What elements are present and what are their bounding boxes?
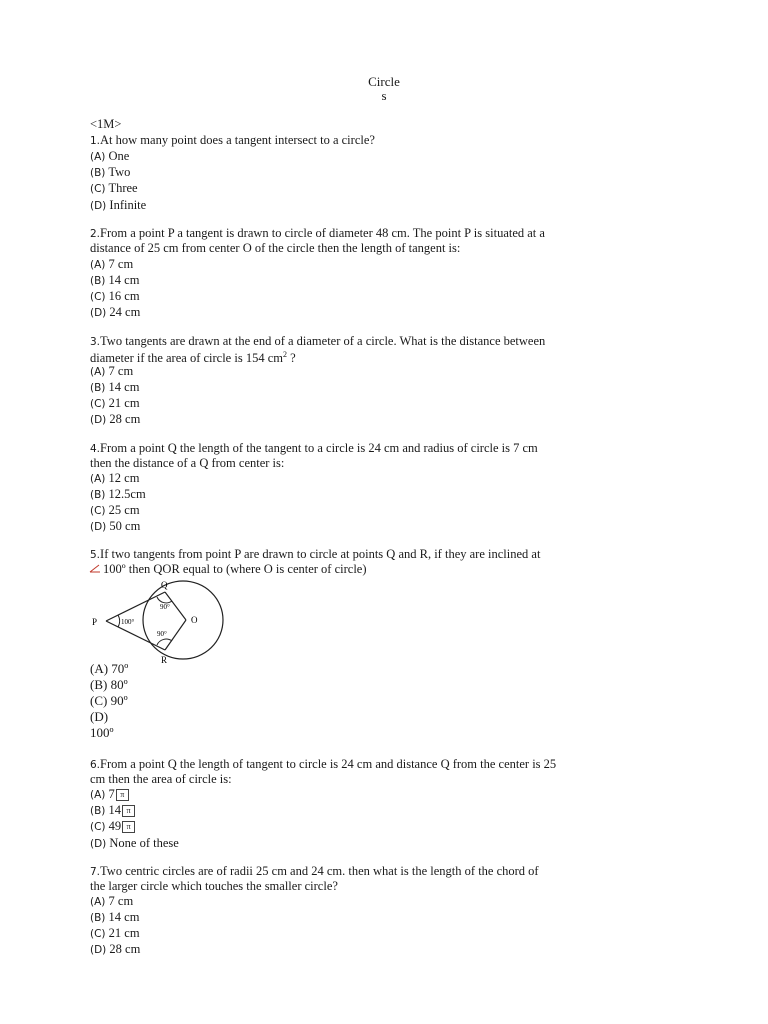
option-5b: (B) 80º (90, 677, 128, 692)
option-1b: (B) Two (90, 165, 131, 179)
option-1a: (A) One (90, 149, 130, 163)
option-1d: (D) Infinite (90, 198, 147, 212)
marks-label: <1M> (90, 117, 122, 131)
option-6d: (D) None of these (90, 836, 179, 850)
question-3: 3.Two tangents are drawn at the end of a diameter of a circle. What is the distance between (90, 334, 546, 348)
option-2c: (C) 16 cm (90, 289, 140, 303)
option-7a: (A) 7 cm (90, 894, 134, 908)
option-5c: (C) 90º (90, 693, 128, 708)
option-4b: (B) 12.5cm (90, 487, 146, 501)
option-4a: (A) 12 cm (90, 471, 140, 485)
page-title: Circle (368, 74, 400, 89)
option-3a: (A) 7 cm (90, 364, 134, 378)
question-2: 2.From a point P a tangent is drawn to circle of diameter 48 cm. The point P is situated at a (90, 226, 545, 240)
option-1c: (C) Three (90, 181, 138, 195)
option-4c: (C) 25 cm (90, 503, 140, 517)
pi-symbol-icon: π (116, 789, 129, 801)
question-7-line-2: the larger circle which touches the smaller circle? (90, 879, 338, 893)
question-3-line-2: diameter if the area of circle is 154 $cm^2$ ? (90, 350, 296, 366)
pi-symbol-icon: π (122, 805, 135, 817)
pi-symbol-icon: π (122, 821, 135, 833)
option-6a: (A) 7 π (90, 786, 129, 803)
figure-label-r: R (161, 655, 168, 665)
figure-angle-r: 90° (157, 630, 167, 638)
option-7d: (D) 28 cm (90, 942, 141, 956)
question-5-line-2: 100º then QOR equal to (where O is center of circle) (103, 562, 367, 576)
option-7c: (C) 21 cm (90, 926, 140, 940)
option-5d-value: 100º (90, 725, 114, 740)
option-6b: (B) 14 π (90, 802, 135, 819)
option-2d: (D) 24 cm (90, 305, 141, 319)
option-2b: (B) 14 cm (90, 273, 140, 287)
figure-label-p: P (92, 617, 98, 627)
option-5a: (A) 70º (90, 661, 129, 676)
option-3c: (C) 21 cm (90, 396, 140, 410)
angle-icon (89, 563, 101, 573)
option-4d: (D) 50 cm (90, 519, 141, 533)
figure-label-q: Q (161, 580, 168, 590)
option-3b: (B) 14 cm (90, 380, 140, 394)
option-6c: (C) 49 π (90, 818, 135, 835)
figure-angle-p: 100° (121, 618, 135, 626)
figure-angle-q: 90° (160, 603, 170, 611)
figure-label-o: O (191, 615, 198, 625)
question-6-line-2: cm then the area of circle is: (90, 772, 232, 786)
question-2-line-2: distance of 25 cm from center O of the circle then the length of tangent is: (90, 241, 461, 255)
question-7: 7.Two centric circles are of radii 25 cm and 24 cm. then what is the length of the chord of (90, 864, 539, 878)
option-7b: (B) 14 cm (90, 910, 140, 924)
page-title-continuation: s (381, 88, 387, 103)
question-6: 6.From a point Q the length of tangent to circle is 24 cm and distance Q from the center is 25 (90, 757, 557, 771)
tangent-circle-figure (90, 577, 230, 667)
question-1: 1.At how many point does a tangent intersect to a circle? (90, 133, 375, 147)
question-4-line-2: then the distance of a Q from center is: (90, 456, 285, 470)
option-3d: (D) 28 cm (90, 412, 141, 426)
question-5: 5.If two tangents from point P are drawn to circle at points Q and R, if they are inclined at (90, 547, 541, 561)
option-2a: (A) 7 cm (90, 257, 134, 271)
option-5d: (D) (90, 709, 109, 724)
question-4: 4.From a point Q the length of the tangent to a circle is 24 cm and radius of circle is 7 cm (90, 441, 538, 455)
